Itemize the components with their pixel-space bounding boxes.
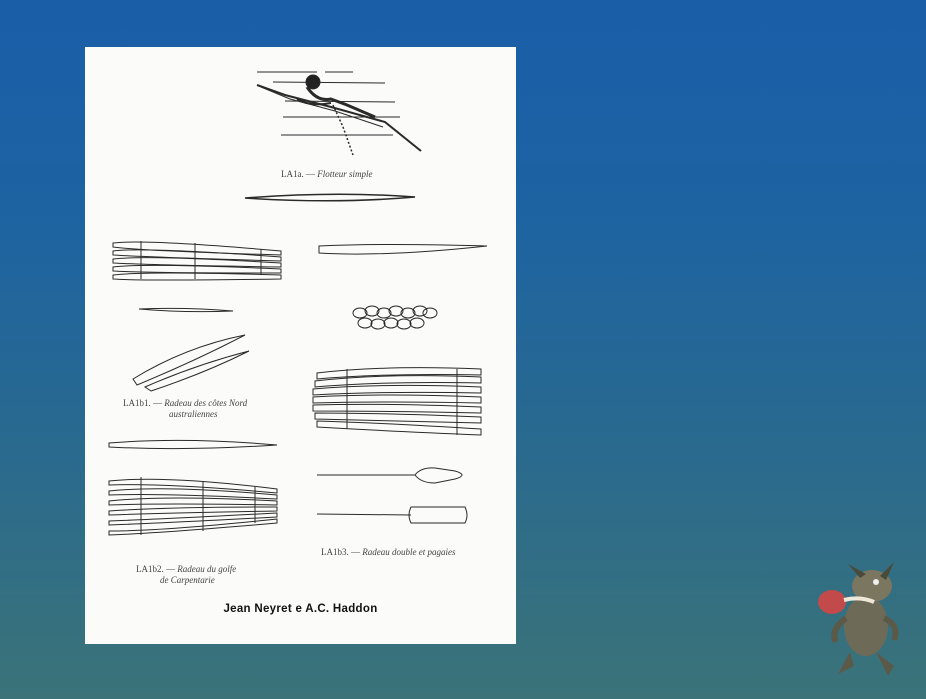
crossed-floats <box>133 335 249 391</box>
credit-line: Jean Neyret e A.C. Haddon <box>223 603 378 615</box>
creature-mascot-icon <box>810 556 906 682</box>
small-stick <box>139 308 233 311</box>
long-float-right <box>319 245 487 255</box>
caption-radeau-golfe: LA1b2. — Radeau du golfe de Carpentarie <box>136 564 237 585</box>
swimmer-drawing <box>257 72 421 155</box>
float-drawing <box>245 194 415 201</box>
double-raft <box>313 368 481 435</box>
raft-bundle-left <box>113 241 281 280</box>
raft-fan-left <box>109 477 277 535</box>
bead-row <box>353 306 437 329</box>
caption-flotteur: LA1a. — Flotteur simple <box>281 169 373 179</box>
paddles <box>317 468 467 523</box>
long-float-left <box>109 440 277 448</box>
document-page <box>85 47 516 644</box>
caption-radeau-nord: LA1b1. — Radeau des côtes Nord australiennes <box>123 398 248 419</box>
caption-radeau-double: LA1b3. — Radeau double et pagaies <box>321 547 456 557</box>
